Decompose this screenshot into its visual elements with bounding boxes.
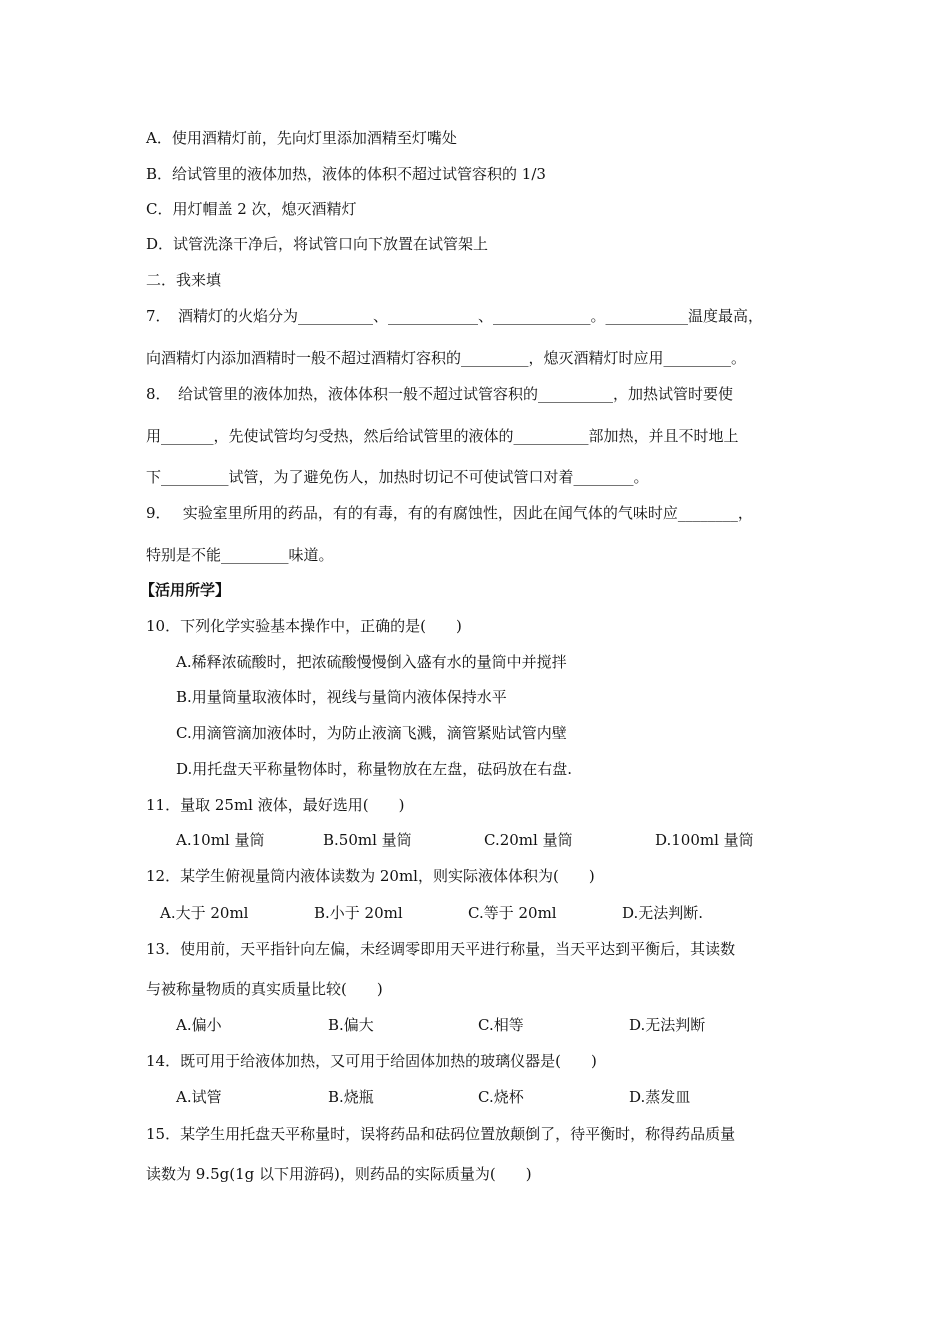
q13-option-a: A.偏小 xyxy=(176,1016,222,1034)
q8-line-2: 用_______，先使试管均匀受热，然后给试管里的液体的__________部加热，并且不时地上 xyxy=(146,427,739,445)
section3-title: 【活用所学】 xyxy=(140,581,231,599)
q7-line-2: 向酒精灯内添加酒精时一般不超过酒精灯容积的_________，熄灭酒精灯时应用_________。 xyxy=(146,349,747,367)
q14-option-b: B.烧瓶 xyxy=(328,1088,374,1106)
q12-option-c: C.等于 20ml xyxy=(468,904,557,922)
q10-option-a: A.稀释浓硫酸时，把浓硫酸慢慢倒入盛有水的量筒中并搅拌 xyxy=(176,653,567,671)
q13-option-c: C.相等 xyxy=(478,1016,524,1034)
q6-option-c: C．用灯帽盖 2 次，熄灭酒精灯 xyxy=(146,200,357,218)
q14-stem: 14．既可用于给液体加热，又可用于给固体加热的玻璃仪器是( ) xyxy=(146,1052,597,1070)
q7-line-1: 7． 酒精灯的火焰分为__________、____________、_____________。___________温度最高， xyxy=(146,307,764,325)
q8-line-1: 8． 给试管里的液体加热，液体体积一般不超过试管容积的__________，加热试管时要使 xyxy=(146,385,734,403)
q10-option-b: B.用量筒量取液体时，视线与量筒内液体保持水平 xyxy=(176,688,507,706)
q12-option-a: A.大于 20ml xyxy=(160,904,249,922)
q6-option-d: D．试管洗涤干净后，将试管口向下放置在试管架上 xyxy=(146,235,489,253)
q13-stem-line-2: 与被称量物质的真实质量比较( ) xyxy=(146,980,383,998)
section2-title: 二．我来填 xyxy=(146,271,222,289)
q13-option-d: D.无法判断 xyxy=(629,1016,706,1034)
q12-option-d: D.无法判断. xyxy=(622,904,704,922)
q11-stem: 11．量取 25ml 液体，最好选用( ) xyxy=(146,796,405,814)
q15-stem-line-1: 15．某学生用托盘天平称量时，误将药品和砝码位置放颠倒了，待平衡时，称得药品质量 xyxy=(146,1125,736,1143)
q10-option-c: C.用滴管滴加液体时，为防止液滴飞溅，滴管紧贴试管内壁 xyxy=(176,724,567,742)
q14-option-d: D.蒸发皿 xyxy=(629,1088,691,1106)
q9-line-2: 特别是不能_________味道。 xyxy=(146,546,334,564)
q15-stem-line-2: 读数为 9.5g(1g 以下用游码)，则药品的实际质量为( ) xyxy=(146,1165,532,1183)
q13-stem-line-1: 13．使用前，天平指针向左偏，未经调零即用天平进行称量，当天平达到平衡后，其读数 xyxy=(146,940,736,958)
q12-option-b: B.小于 20ml xyxy=(314,904,403,922)
q9-line-1: 9． 实验室里所用的药品，有的有毒，有的有腐蚀性，因此在闻气体的气味时应________， xyxy=(146,504,753,522)
q14-option-a: A.试管 xyxy=(176,1088,222,1106)
q10-option-d: D.用托盘天平称量物体时，称量物放在左盘，砝码放在右盘. xyxy=(176,760,573,778)
q6-option-b: B．给试管里的液体加热，液体的体积不超过试管容积的 1/3 xyxy=(146,165,546,183)
q11-option-b: B.50ml 量筒 xyxy=(323,831,412,849)
q6-option-a: A．使用酒精灯前，先向灯里添加酒精至灯嘴处 xyxy=(146,129,457,147)
q11-option-c: C.20ml 量筒 xyxy=(484,831,573,849)
q13-option-b: B.偏大 xyxy=(328,1016,374,1034)
q11-option-d: D.100ml 量筒 xyxy=(655,831,754,849)
q8-line-3: 下_________试管，为了避免伤人，加热时切记不可使试管口对着________。 xyxy=(146,468,649,486)
q10-stem: 10．下列化学实验基本操作中，正确的是( ) xyxy=(146,617,462,635)
q14-option-c: C.烧杯 xyxy=(478,1088,524,1106)
q12-stem: 12．某学生俯视量筒内液体读数为 20ml，则实际液体体积为( ) xyxy=(146,867,595,885)
q11-option-a: A.10ml 量筒 xyxy=(176,831,265,849)
